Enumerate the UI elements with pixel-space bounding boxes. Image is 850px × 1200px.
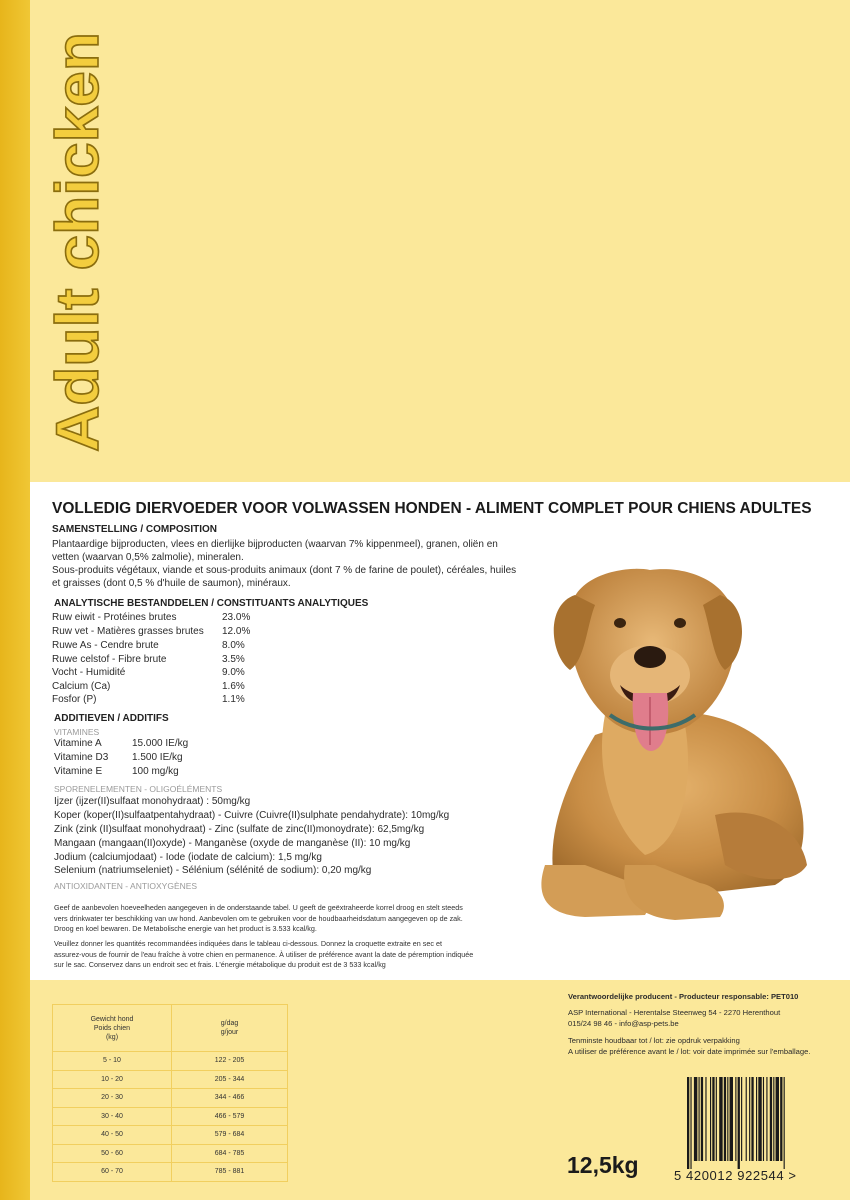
barcode-bar bbox=[712, 1077, 714, 1161]
analytic-value: 23.0% bbox=[222, 612, 251, 623]
barcode-bar bbox=[727, 1077, 728, 1161]
analytic-heading: ANALYTISCHE BESTANDDELEN / CONSTITUANTS ANALYTIQUES bbox=[54, 598, 369, 609]
analytic-label: Ruw vet - Matières grasses brutes bbox=[52, 626, 204, 637]
vitamin-label: Vitamine A bbox=[54, 738, 102, 749]
barcode-bar bbox=[766, 1077, 767, 1161]
trace-element-row: Jodium (calciumjodaat) - Iode (iodate de calcium): 1,5 mg/kg bbox=[54, 852, 322, 863]
barcode-bar bbox=[773, 1077, 774, 1161]
vitamin-row bbox=[54, 752, 183, 763]
analytic-value: 1.1% bbox=[222, 694, 245, 705]
top-band bbox=[30, 0, 850, 482]
instructions-nl bbox=[54, 903, 524, 935]
amount-cell: 466 - 579 bbox=[172, 1107, 288, 1126]
vitamin-value: 100 mg/kg bbox=[132, 766, 179, 777]
trace-element-row: Koper (koper(II)sulfaatpentahydraat) - Cuivre (Cuivre(II)sulphate pendahydrate): 10mg/kg bbox=[54, 810, 450, 821]
best-before-nl: Tenminste houdbaar tot / lot: zie opdruk verpakking bbox=[568, 1036, 740, 1045]
analytic-value: 3.5% bbox=[222, 654, 245, 665]
table-row bbox=[53, 1126, 288, 1145]
amount-cell: 205 - 344 bbox=[172, 1070, 288, 1089]
amount-cell: 785 - 881 bbox=[172, 1163, 288, 1182]
barcode-bar bbox=[735, 1077, 736, 1161]
vitamin-row bbox=[54, 738, 189, 749]
composition-fr-line2: et graisses (dont 0,5 % d'huile de saumon), minéraux. bbox=[52, 578, 291, 589]
composition-nl-line1: Plantaardige bijproducten, vlees en dierlijke bijproducten (waarvan 7% kippenmeel), granen, oliën en bbox=[52, 539, 498, 550]
barcode-bar bbox=[784, 1077, 785, 1169]
instructions-nl-line2: vers drinkwater ter beschikking van uw hond. Aanbevolen om te gebruiken voor de houdbaarheidsdatum aangegeven op de zak. bbox=[54, 913, 463, 923]
analytic-row bbox=[52, 640, 245, 651]
weight-cell: 50 - 60 bbox=[53, 1144, 172, 1163]
composition-nl-line2: vetten (waarvan 0,5% zalmolie), mineralen. bbox=[52, 552, 244, 563]
best-before-fr: A utiliser de préférence avant le / lot: voir date imprimée sur l'emballage. bbox=[568, 1047, 811, 1056]
net-weight: 12,5kg bbox=[567, 1152, 639, 1178]
trace-element-row: Selenium (natriumseleniet) - Sélénium (sélénité de sodium): 0,20 mg/kg bbox=[54, 865, 372, 876]
analytic-label: Ruwe celstof - Fibre brute bbox=[52, 654, 167, 665]
header-weight-nl: Gewicht hond bbox=[90, 1015, 134, 1023]
header-amount-nl: g/dag bbox=[220, 1020, 239, 1027]
weight-cell: 30 - 40 bbox=[53, 1107, 172, 1126]
dog-photo bbox=[525, 565, 815, 930]
producer-contact: 015/24 98 46 - info@asp-pets.be bbox=[568, 1019, 679, 1028]
analytic-row bbox=[52, 626, 251, 637]
producer-address: ASP International - Herentalse Steenweg 54 - 2270 Herenthout bbox=[568, 1008, 781, 1017]
table-row bbox=[53, 1052, 288, 1071]
barcode-bar bbox=[738, 1077, 740, 1169]
left-accent-stripe bbox=[0, 0, 30, 1200]
analytic-row bbox=[52, 667, 245, 678]
barcode-bar bbox=[756, 1077, 757, 1161]
vitamin-value: 1.500 IE/kg bbox=[132, 752, 183, 763]
additives-heading: ADDITIEVEN / ADDITIFS bbox=[54, 713, 169, 724]
composition-heading: SAMENSTELLING / COMPOSITION bbox=[52, 524, 218, 535]
instructions-nl-line3: Droog en koel bewaren. De Metabolische energie van het product is 3.533 kcal/kg. bbox=[54, 924, 317, 933]
analytic-label: Calcium (Ca) bbox=[52, 681, 111, 692]
weight-cell: 40 - 50 bbox=[53, 1126, 172, 1145]
analytic-row bbox=[52, 612, 251, 623]
table-row bbox=[53, 1070, 288, 1089]
amount-cell: 684 - 785 bbox=[172, 1144, 288, 1163]
barcode-bar bbox=[730, 1077, 733, 1161]
trace-element-row: Mangaan (mangaan(II)oxyde) - Manganèse (oxyde de manganèse (II): 10 mg/kg bbox=[54, 838, 411, 849]
analytic-label: Vocht - Humidité bbox=[52, 667, 126, 678]
barcode-bar bbox=[776, 1077, 779, 1161]
weight-cell: 20 - 30 bbox=[53, 1089, 172, 1108]
table-row bbox=[53, 1089, 288, 1108]
barcode-bar bbox=[719, 1077, 722, 1161]
brand-title-text: Adult chicken bbox=[44, 58, 111, 452]
table-row bbox=[53, 1163, 288, 1182]
header-amount-fr: g/jour bbox=[220, 1029, 239, 1036]
barcode-bar bbox=[705, 1077, 706, 1161]
barcode-number: 5 420012 922544 > bbox=[674, 1168, 797, 1183]
feeding-table bbox=[52, 1004, 288, 1182]
composition-nl bbox=[52, 538, 552, 590]
amount-cell: 579 - 684 bbox=[172, 1126, 288, 1145]
analytic-value: 12.0% bbox=[222, 626, 251, 637]
producer-responsible: Verantwoordelijke producent - Producteur responsable: PET010 bbox=[568, 992, 799, 1001]
barcode-bar bbox=[690, 1077, 691, 1169]
vitamin-label: Vitamine D3 bbox=[54, 752, 109, 763]
weight-cell: 10 - 20 bbox=[53, 1070, 172, 1089]
barcode-bar bbox=[724, 1077, 726, 1161]
barcode-bar bbox=[699, 1077, 700, 1161]
feeding-table-header bbox=[53, 1005, 288, 1052]
barcode-bar bbox=[763, 1077, 764, 1161]
vitamin-label: Vitamine E bbox=[54, 766, 103, 777]
header-amount bbox=[172, 1005, 288, 1052]
analytic-value: 1.6% bbox=[222, 681, 245, 692]
analytic-label: Ruwe As - Cendre brute bbox=[52, 640, 159, 651]
composition-fr-line1: Sous-produits végétaux, viande et sous-produits animaux (dont 7 % de farine de poulet), céréales, huiles bbox=[52, 565, 517, 576]
weight-cell: 60 - 70 bbox=[53, 1163, 172, 1182]
barcode-bar bbox=[751, 1077, 753, 1161]
analytic-label: Fosfor (P) bbox=[52, 694, 97, 705]
analytic-value: 9.0% bbox=[222, 667, 245, 678]
header-weight-fr: Poids chien bbox=[93, 1024, 131, 1032]
weight-cell: 5 - 10 bbox=[53, 1052, 172, 1071]
analytic-row bbox=[52, 694, 245, 705]
instructions-nl-line1: Geef de aanbevolen hoeveelheden aangegeven in de onderstaande tabel. U geeft de geëxtraheerde korrel droog en stelt steeds bbox=[54, 903, 463, 912]
table-row bbox=[53, 1107, 288, 1126]
table-row bbox=[53, 1144, 288, 1163]
barcode-bar bbox=[710, 1077, 711, 1161]
instructions-fr-line2: assurez-vous de fournir de l'eau fraîche à votre chien en permanence. À utiliser de préférence avant la date de péremption indiquée bbox=[54, 949, 474, 959]
vitamin-value: 15.000 IE/kg bbox=[132, 738, 189, 749]
barcode-bar bbox=[741, 1077, 742, 1161]
header-weight bbox=[53, 1005, 172, 1052]
barcode-bar bbox=[780, 1077, 782, 1161]
analytic-row bbox=[52, 681, 245, 692]
barcode-bar bbox=[746, 1077, 747, 1161]
trace-element-row: Ijzer (ijzer(II)sulfaat monohydraat) : 50mg/kg bbox=[54, 796, 251, 807]
barcode-bar bbox=[758, 1077, 761, 1161]
antioxidants-label: ANTIOXIDANTEN - ANTIOXYGÈNES bbox=[54, 881, 198, 891]
barcode-bar bbox=[749, 1077, 750, 1161]
barcode-bar bbox=[770, 1077, 772, 1161]
analytic-value: 8.0% bbox=[222, 640, 245, 651]
trace-elements-label: SPORENELEMENTEN - OLIGOÉLÉMENTS bbox=[54, 784, 223, 794]
amount-cell: 122 - 205 bbox=[172, 1052, 288, 1071]
barcode-bar bbox=[694, 1077, 697, 1161]
vitamin-row bbox=[54, 766, 179, 777]
barcode-bar bbox=[701, 1077, 703, 1161]
brand-title bbox=[40, 20, 112, 460]
header-weight-unit: (kg) bbox=[105, 1033, 119, 1041]
amount-cell: 344 - 466 bbox=[172, 1089, 288, 1108]
instructions-fr bbox=[54, 939, 524, 971]
barcode-bar bbox=[716, 1077, 717, 1161]
instructions-fr-line3: sur le sac. Conservez dans un endroit sec et frais. L'énergie métabolique du produit est de 3 533 kcal/kg bbox=[54, 960, 386, 969]
instructions-fr-line1: Veuillez donner les quantités recommandées indiquées dans le tableau ci-dessous. Donnez la croquette extraite en sec et bbox=[54, 939, 442, 948]
barcode-bar bbox=[687, 1077, 689, 1169]
headline: VOLLEDIG DIERVOEDER VOOR VOLWASSEN HONDEN - ALIMENT COMPLET POUR CHIENS ADULTES bbox=[52, 500, 812, 517]
trace-element-row: Zink (zink (II)sulfaat monohydraat) - Zinc (sulfate de zinc(II)monoydrate): 62,5mg/kg bbox=[54, 824, 425, 835]
analytic-row bbox=[52, 654, 245, 665]
analytic-label: Ruw eiwit - Protéines brutes bbox=[52, 612, 177, 623]
vitamins-label: VITAMINES bbox=[54, 727, 100, 737]
